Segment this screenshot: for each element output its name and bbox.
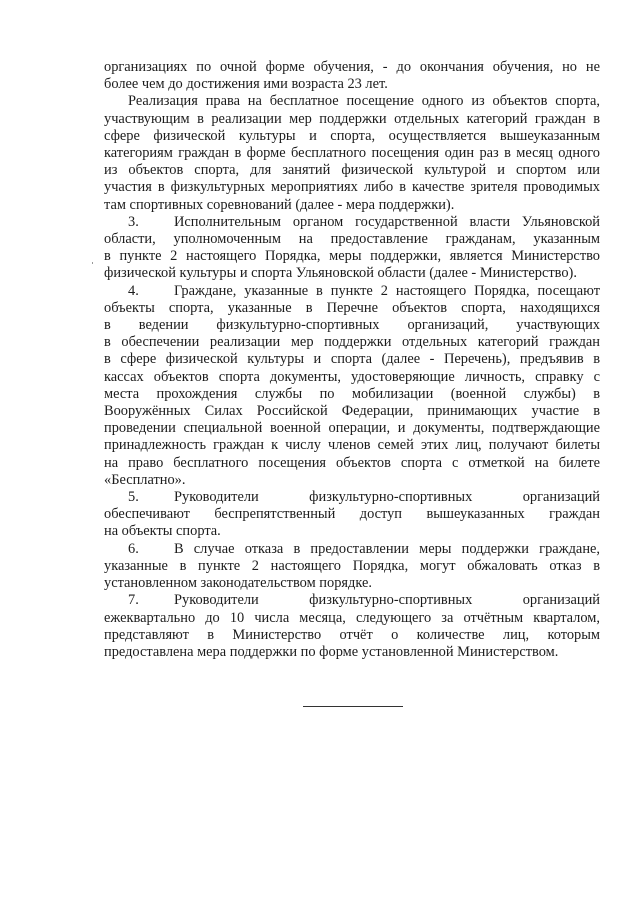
line-text: из объектов спорта, для занятий физической культурой и спортом или [104,162,600,179]
text-line [104,386,600,403]
text-line [104,179,600,196]
text-line [104,214,600,231]
text-line [104,265,600,282]
line-text: на объекты спорта. [104,523,221,540]
text-line [104,231,600,248]
text-line [104,506,600,523]
line-text: физической культуры и спорта Ульяновской области (далее - Министерство). [104,265,577,282]
text-line [104,128,600,145]
line-text: категориям граждан в форме бесплатного посещения один раз в месяц одного [104,145,600,162]
text-line [104,437,600,454]
text-line [104,93,600,110]
line-text: в пункте 2 настоящего Порядка, меры поддержки, является Министерство [104,248,600,265]
text-line [104,59,600,76]
line-text: участвующим в реализации мер поддержки отдельных категорий граждан в [104,110,600,127]
text-line [104,145,600,162]
item-number: 7. [128,592,139,609]
end-separator-line [303,706,403,707]
line-text: ежеквартально до 10 числа месяца, следующего за отчётным кварталом, [104,609,600,626]
text-line [104,523,600,540]
text-line [104,403,600,420]
line-text: там спортивных соревнований (далее - мера поддержки). [104,196,455,213]
text-line [104,351,600,368]
line-text: объекты спорта, указанные в Перечне объектов спорта, находящихся [104,299,600,316]
line-text: на право бесплатного посещения объектов спорта с отметкой на билете [104,454,600,471]
text-line [104,558,600,575]
line-text: Вооружённых Силах Российской Федерации, принимающих участие в [104,403,600,420]
text-line [104,76,600,93]
line-text: в ведении физкультурно-спортивных организаций, участвующих [104,317,600,334]
text-line [104,197,600,214]
line-text: указанные в пункте 2 настоящего Порядка, могут обжаловать отказ в [104,557,600,574]
line-text: установленном законодательством порядке. [104,575,372,592]
line-text: Граждане, указанные в пункте 2 настоящего Порядка, посещают [174,282,600,299]
line-text: Руководители физкультурно-спортивных организаций [174,489,600,506]
item-number: 3. [128,213,139,230]
text-line [104,489,600,506]
line-text: «Бесплатно». [104,471,186,488]
line-text: предоставлена мера поддержки по форме установленной Министерством. [104,643,559,660]
line-text: принадлежность граждан к числу членов семей этих лиц, получают билеты [104,437,600,454]
text-line [104,472,600,489]
line-text: Руководители физкультурно-спортивных организаций [174,592,600,609]
text-line [104,111,600,128]
text-line [104,283,600,300]
text-line [104,541,600,558]
text-line [104,420,600,437]
line-text: в обеспечении реализации мер поддержки отдельных категорий граждан [104,334,600,351]
line-text: Исполнительным органом государственной власти Ульяновской [174,213,600,230]
line-text: области, уполномоченным на предоставление гражданам, указанным [104,231,600,248]
item-number: 5. [128,489,139,506]
text-line [104,455,600,472]
scan-speck [92,262,93,264]
line-text: проведении специальной военной операции, и документы, подтверждающие [104,420,600,437]
line-text: в сфере физической культуры и спорта (далее - Перечень), предъявив в [104,351,600,368]
text-line [104,248,600,265]
text-line [104,575,600,592]
document-body [104,59,600,661]
line-text: представляют в Министерство отчёт о количестве лиц, которым [104,626,600,643]
item-number: 4. [128,282,139,299]
line-text: участия в физкультурных мероприятиях либо в качестве зрителя проводимых [104,179,600,196]
text-line [104,627,600,644]
line-text: В случае отказа в предоставлении меры поддержки граждане, [174,540,600,557]
text-line [104,644,600,661]
text-line [104,162,600,179]
line-text: места прохождения службы по мобилизации (военной службы) в [104,385,600,402]
line-text: кассах объектов спорта документы, удостоверяющие личность, справку с [104,368,600,385]
line-text: обеспечивают беспрепятственный доступ вышеуказанных граждан [104,506,600,523]
line-text: организациях по очной форме обучения, - до окончания обучения, но не [104,59,600,75]
item-number: 6. [128,540,139,557]
line-text: сфере физической культуры и спорта, осуществляется вышеуказанным [104,127,600,144]
line-text: более чем до достижения ими возраста 23 лет. [104,76,388,93]
text-line [104,369,600,386]
text-line [104,592,600,609]
text-line [104,317,600,334]
text-line [104,334,600,351]
text-line [104,300,600,317]
line-text: Реализация права на бесплатное посещение одного из объектов спорта, [128,93,600,110]
text-line [104,610,600,627]
